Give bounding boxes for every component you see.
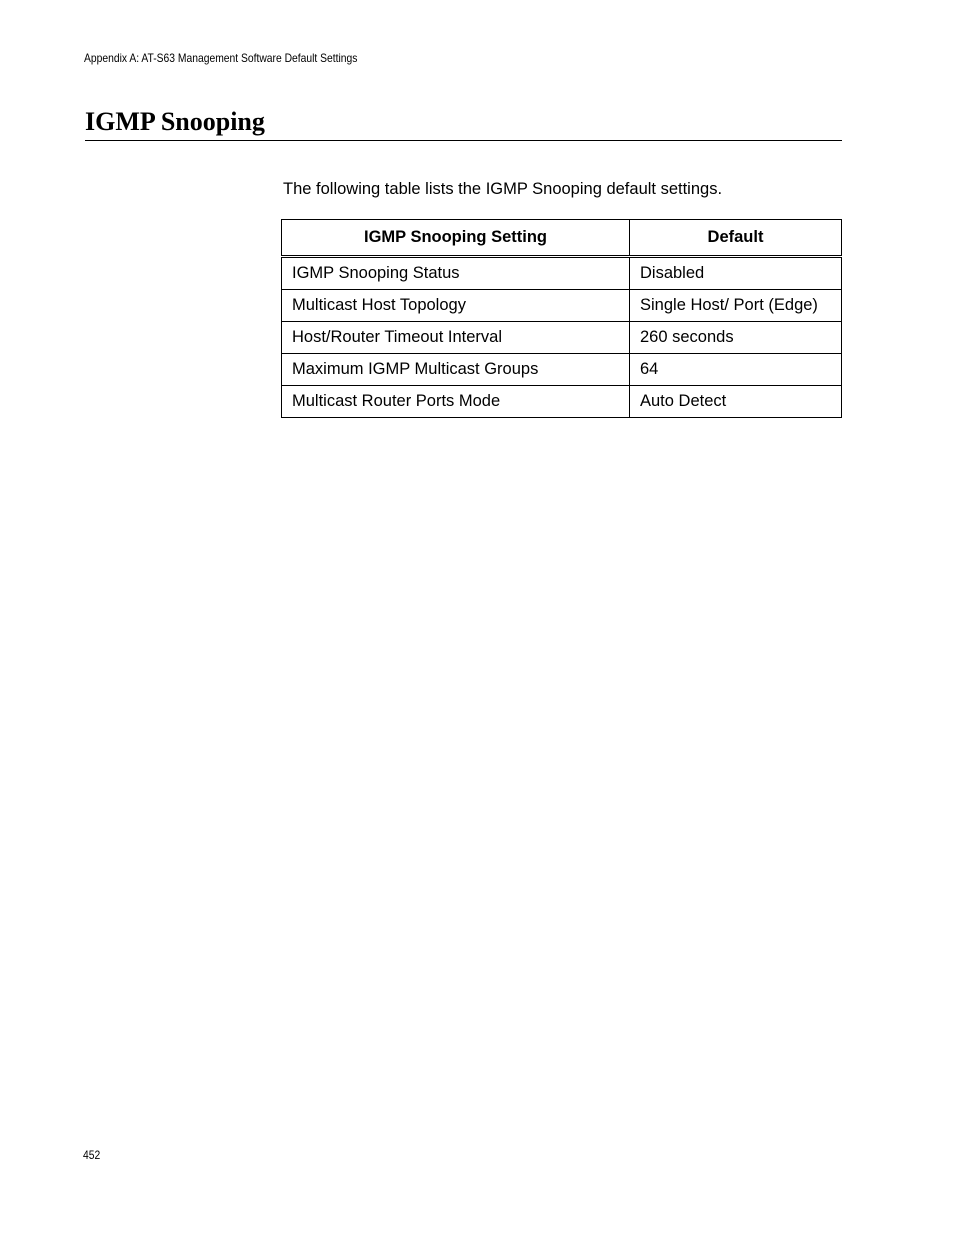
default-cell: Auto Detect [630,386,842,418]
section-title: IGMP Snooping [85,107,265,136]
table-header-row [282,220,842,257]
table-row [282,322,842,354]
default-cell: Single Host/ Port (Edge) [630,290,842,322]
table-row [282,354,842,386]
default-cell: Disabled [630,257,842,290]
setting-cell: Host/Router Timeout Interval [282,322,630,354]
table-row [282,257,842,290]
page-number: 452 [83,1148,101,1162]
running-header: Appendix A: AT-S63 Management Software Default Settings [84,51,358,65]
intro-paragraph: The following table lists the IGMP Snooping default settings. [283,180,723,198]
title-rule [85,140,842,141]
column-header-setting: IGMP Snooping Setting [282,220,630,257]
table-row [282,386,842,418]
default-cell: 260 seconds [630,322,842,354]
igmp-defaults-table [281,219,842,418]
setting-cell: IGMP Snooping Status [282,257,630,290]
column-header-default: Default [630,220,842,257]
setting-cell: Multicast Router Ports Mode [282,386,630,418]
table-row [282,290,842,322]
setting-cell: Maximum IGMP Multicast Groups [282,354,630,386]
setting-cell: Multicast Host Topology [282,290,630,322]
default-cell: 64 [630,354,842,386]
